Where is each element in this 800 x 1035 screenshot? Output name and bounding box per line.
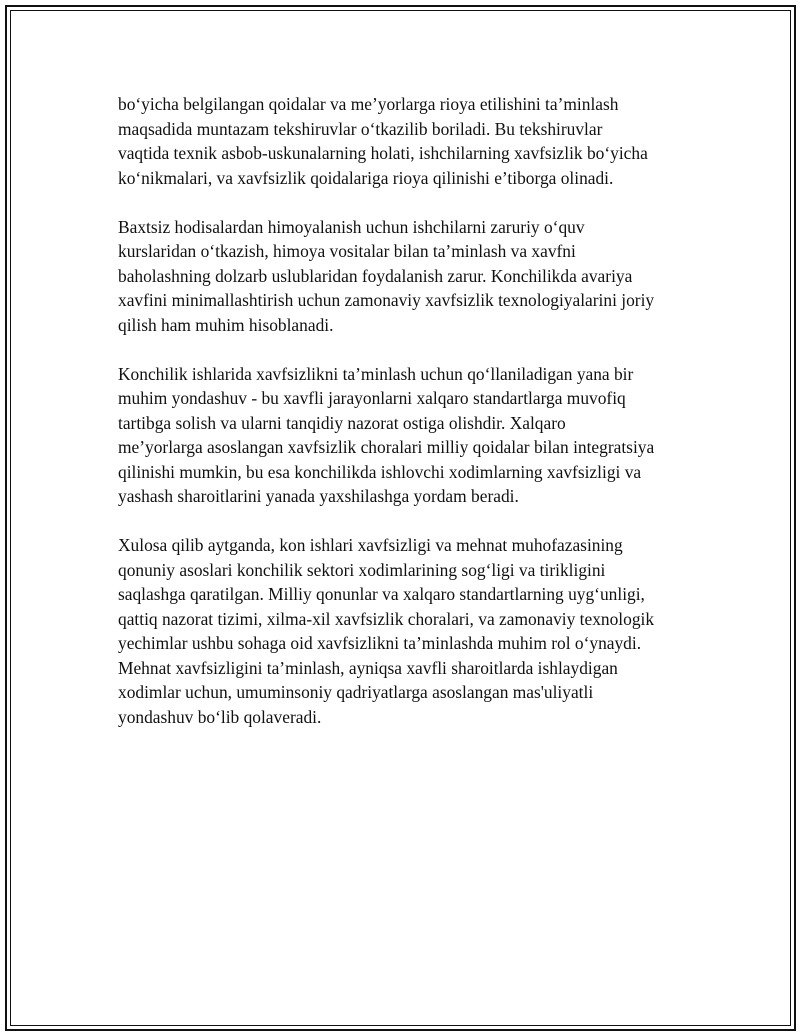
paragraph-3: Konchilik ishlarida xavfsizlikni ta’minlash uchun qo‘llaniladigan yana bir muhim yondashuv - bu xavfli jarayonlarni xalqaro standartlarga muvofiq tartibga solish va ularni tanqidiy nazorat ostiga olishdir. Xalqaro me’yorlarga asoslangan xavfsizlik choralari milliy qoidalar bilan integratsiya qilinishi mumkin, bu esa konchilikda ishlovchi xodimlarning xavfsizligi va yashash sharoitlarini yanada yaxshilashga yordam beradi. [118,363,655,506]
document-body [118,92,708,754]
document-page [5,5,796,1031]
paragraph-1: bo‘yicha belgilangan qoidalar va me’yorlarga rioya etilishini ta’minlash maqsadida muntazam tekshiruvlar o‘tkazilib boriladi. Bu tekshiruvlar vaqtida texnik asbob-uskunalarning holati, ishchilarning xavfsizlik bo‘yicha ko‘nikmalari, va xavfsizlik qoidalariga rioya qilinishi e’tiborga olinadi. [118,94,648,188]
paragraph-2: Baxtsiz hodisalardan himoyalanish uchun ishchilarni zaruriy o‘quv kurslaridan o‘tkazish, himoya vositalar bilan ta’minlash va xavfni baholashning dolzarb uslublaridan foydalanish zarur. Konchilikda avariya xavfini minimallashtirish uchun zamonaviy xavfsizlik texnologiyalarini joriy qilish ham muhim hisoblanadi. [118,216,655,335]
paragraph-4: Xulosa qilib aytganda, kon ishlari xavfsizligi va mehnat muhofazasining qonuniy asoslari konchilik sektori xodimlarining sog‘ligi va tirikligini saqlashga qaratilgan. Milliy qonunlar va xalqaro standartlarning uyg‘unligi, qattiq nazorat tizimi, xilma-xil xavfsizlik choralari, va zamonaviy texnologik yechimlar ushbu sohaga oid xavfsizlikni ta’minlashda muhim rol o‘ynaydi. Mehnat xavfsizligini ta’minlash, ayniqsa xavfli sharoitlarda ishlaydigan xodimlar uchun, umuminsoniy qadriyatlarga asoslangan mas'uliyatli yondashuv bo‘lib qolaveradi. [118,535,655,727]
